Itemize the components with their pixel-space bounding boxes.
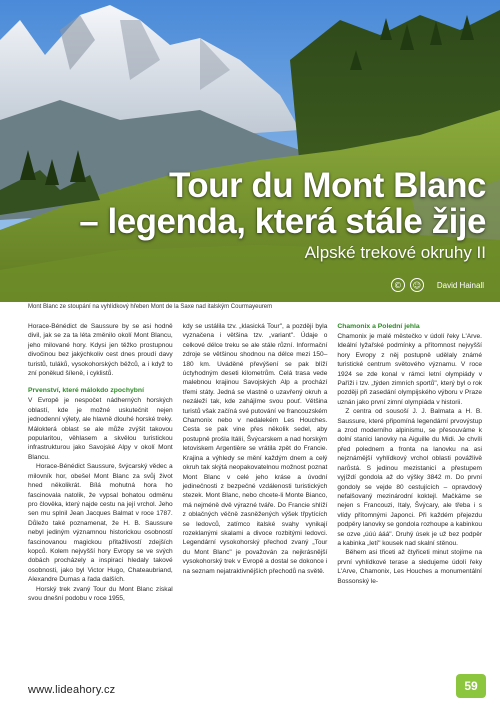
article-title: Tour du Mont Blanc <box>169 166 486 205</box>
author-name: David Hainall <box>436 280 484 290</box>
article-title-continued: – legenda, která stále žije <box>79 202 486 241</box>
camera-icon: ☺ <box>410 278 424 292</box>
paragraph: Horace-Bénédict Saussure, švýcarský vědec a milovník hor, obešel Mont Blanc za svůj život hned několikrát. Bílá mohutná hora ho fascinovala natolik, že vypsal bohatou odměnu pro člověka, který najde cestu na její vrchol. Jeho sen mu splnil Jean Jacques Balmat v roce 1787. Důležo také poznamenat, že H. B. Saussure nebyl jediným významnou historickou osobností fascinovanou magickou přitažlivostí zdejších kopců. Kolem nejvyšší hory Evropy se ve svých dobách procházely a inspiraci hledaly takové osobnosti, jako byl Victor Hugo, Chateaubriand, Alexandre Dumas a řada dalších. <box>28 463 173 584</box>
photo-credit <box>391 278 484 292</box>
article-body <box>28 322 482 670</box>
paragraph: Chamonix je malé městečko v údolí řeky L'Arve. Ideální lyžařské podmínky a přítomnost nejvyšší hory Evropy z něj postupně udělaly známé turistické centrum světového významu. V roce 1924 se zde konal v rámci letní olympiády v Paříži i tzv. „týden zimních sportů", který byl o rok později při zasedání olympijského výboru v Praze uznán jako první zimní olympiáda v historii. <box>337 333 483 406</box>
copyright-icon: © <box>391 278 405 292</box>
paragraph: Horace-Bénédict de Saussure by se asi hodně divil, jak se za ta léta změnilo okolí Mont Blancu, jeho milované hory. Kdysi jen těžko prostupnou divočinou bez jakýchkoliv cest dnes proudí davy turistů, tuláků, vysokohorských běžců, a i když to zní poněkud šíleně, i cyklistů. <box>28 323 173 378</box>
paragraph: kdy se ustálila tzv. „klasická Tour", a později byla vyznačena i většina tzv. „variant". Údaje o celkové délce treku se ale stále různí. Informační zdroje se většinou shodnou na délce mezi 150–180 km. Uváděné převýšení se pak blíží úctyhodným deseti kilometrům. Celá trasa vede malebnou krajinou Savojských Alp a prochází třemi státy. Jedná se vlastně o uzavřený okruh a nezáleží tak, kde zahájíme svou pouť. Většina turistů však začíná své putování ve francouzském Chamonix nebo v nedalekém Les Houches. Cesta se pak vine přes několik sedel, aby postupně prošla Itálií, Švýcarskem a nad horským letoviskem Argentière se vrátila zpět do Francie. Krajina a výhledy se mění každým dnem a celý okruh tak skýtá neopakovatelnou možnost poznat Mont Blanc v celé jeho kráse a úvodní jedinečnosti z bezpečné vzdálenosti turistických stezek. Mont Blanc, nebo chcete-li Monte Bianco, má nejméně dvě výrazné tváře. Do Francie shlíží z oblačných věčně zasněžených výšek třpytících se ledovců, zatímco italské svahy vynikají rozeklanými skalami a divoce rozbitými ledovci. Legendární vysokohorský přechod zvaný „Tour du Mont Blanc" je považován za nejkrásnější vysokohorský trek v Evropě a dostal se dokonce i na seznam nejatraktivnějších přechodů na světě. <box>182 323 328 575</box>
paragraph: Horský trek zvaný Tour du Mont Blanc získal svou dnešní podobu v roce 1955, <box>28 585 173 602</box>
paragraph: V Evropě je nespočet nádherných horských oblastí, kde je možné uskutečnit nejen jednodenní výlety, ale hlavně dlouhé horské treky. Málokterá oblast se ale může zvýšit takovou popularitou, věhlasem a skvělou turistickou infrastrukturou jako Savojské Alpy v okolí Mont Blancu. <box>28 397 173 461</box>
column-3 <box>337 322 482 670</box>
article-subtitle: Alpské trekové okruhy II <box>304 243 486 262</box>
column-1 <box>28 322 173 670</box>
section-heading: Prvenství, které málokdo zpochybní <box>28 387 144 395</box>
website-link[interactable]: www.lideahory.cz <box>28 684 116 696</box>
article-title-block <box>79 168 486 263</box>
paragraph: Z centra od sousoší J. J. Balmata a H. B. Saussure, které připomíná legendární prvovýstup a zrod moderního alpinismu, se přesouváme k dolní stanici lanovky na Aiguille du Midi. Je chvíli před polednem a fronta na lanovku na asi nejznámější vyhlídkový vrchol oblasti povážlivě narůstá. S jedinou mezistanicí a přestupem vyjíždí gondola až do výšky 3842 m. Do první gondoly se vejde 80 cestujících – opravdový nefalšovaný mezinárodní koktejl. Mačkáme se nejen s Francouzi, Italy, Švýcary, ale třeba i s vlídy přítomnými Japonci. Při každém přejezdu podpěry lanovky se gondola rozhoupe a kabinkou se ozve „úúú ááá". Druhý úsek je už bez podpěr a kabinka „letí" kousek nad skalní stěnou. <box>337 408 483 547</box>
photo-caption: Mont Blanc ze stoupání na vyhlídkový hřeben Mont de la Saxe nad italským Courmayeurem <box>28 304 273 310</box>
column-2 <box>183 322 328 670</box>
page-number-badge: 59 <box>456 674 486 698</box>
section-heading: Chamonix a Polední jehla <box>337 323 420 330</box>
paragraph: Během asi třiceti až čtyřiceti minut stojíme na první vyhlídkové terase a sledujeme údolí řeky L'Arve, Chamonix, Les Houches a monumentální Bossonský le- <box>337 549 483 585</box>
